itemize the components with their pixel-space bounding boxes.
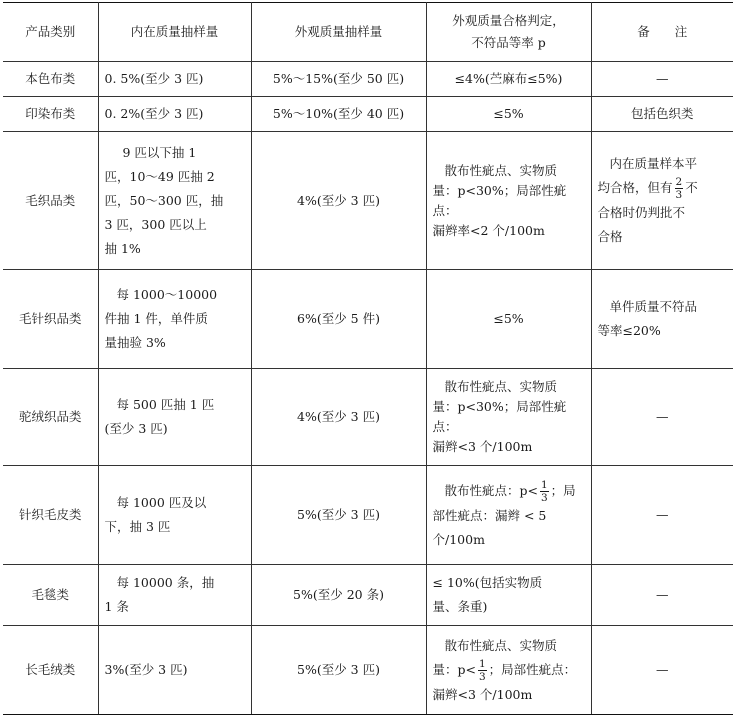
cell-line: 匹，50～300 匹，抽 bbox=[104, 192, 224, 208]
table-row bbox=[3, 626, 733, 715]
cell-note: — bbox=[591, 62, 733, 97]
header-note: 备 注 bbox=[591, 3, 733, 62]
table-row bbox=[3, 565, 733, 626]
cell-internal: 0. 2%(至少 3 匹) bbox=[98, 97, 251, 132]
cell-category: 毛毯类 bbox=[3, 565, 98, 626]
cell-note: 包括色织类 bbox=[591, 97, 733, 132]
cell-note bbox=[591, 270, 733, 369]
cell-line: 合格 bbox=[597, 229, 623, 244]
cell-internal: 3%(至少 3 匹) bbox=[98, 626, 251, 715]
cell-category: 本色布类 bbox=[3, 62, 98, 97]
cell-line: 漏辫率<2 个/100m bbox=[432, 222, 545, 238]
cell-appearance: 4%(至少 3 匹) bbox=[251, 132, 426, 270]
table-row bbox=[3, 62, 733, 97]
cell-line bbox=[433, 658, 585, 683]
cell-judgement: ≤4%(苎麻布≤5%) bbox=[426, 62, 591, 97]
table-row bbox=[3, 132, 733, 270]
cell-line: 9 匹以下抽 1 bbox=[122, 144, 197, 160]
table-header-row bbox=[3, 3, 733, 62]
fraction bbox=[675, 176, 684, 201]
cell-line: 散布性疵点、实物质 bbox=[444, 162, 558, 178]
cell-appearance: 5%(至少 3 匹) bbox=[251, 626, 426, 715]
cell-text: 量：p< bbox=[432, 661, 476, 677]
cell-category: 毛针织品类 bbox=[3, 270, 98, 369]
cell-judgement bbox=[426, 132, 591, 270]
fraction bbox=[478, 658, 487, 683]
table-row bbox=[3, 369, 733, 466]
cell-line: 每 1000 匹及以 bbox=[116, 495, 207, 510]
cell-text: 不 bbox=[685, 180, 698, 195]
cell-category: 驼绒织品类 bbox=[3, 369, 98, 466]
header-category: 产品类别 bbox=[3, 3, 98, 62]
header-internal-sampling: 内在质量抽样量 bbox=[98, 3, 251, 62]
cell-line: 量抽验 3% bbox=[104, 335, 166, 350]
cell-judgement: ≤5% bbox=[426, 97, 591, 132]
fraction-numerator: 1 bbox=[478, 657, 486, 670]
cell-appearance: 5%～15%(至少 50 匹) bbox=[251, 62, 426, 97]
cell-line: 单件质量不符品 bbox=[609, 299, 698, 314]
cell-line: 等率≤20% bbox=[597, 323, 661, 338]
cell-line: 量：p<30%；局部性疵点： bbox=[432, 182, 567, 218]
cell-line: 抽 1% bbox=[104, 240, 141, 256]
fraction-denominator: 3 bbox=[540, 491, 548, 504]
cell-line: 部性疵点：漏辫 < 5 bbox=[432, 507, 547, 523]
cell-text: ；局 bbox=[550, 482, 576, 498]
cell-line: 下，抽 3 匹 bbox=[104, 519, 171, 534]
cell-line: 件抽 1 件，单件质 bbox=[104, 311, 208, 326]
cell-text: 散布性疵点：p< bbox=[444, 482, 538, 498]
header-judgement-line: 外观质量合格判定， bbox=[452, 13, 565, 28]
cell-line: 量、条重) bbox=[432, 599, 488, 614]
fraction-denominator: 3 bbox=[675, 189, 683, 201]
cell-text: ；局部性疵点： bbox=[488, 661, 577, 677]
cell-internal bbox=[98, 132, 251, 270]
cell-line: 每 500 匹抽 1 匹 bbox=[116, 397, 215, 412]
table-row bbox=[3, 270, 733, 369]
cell-line: 漏辫<3 个/100m bbox=[432, 439, 533, 454]
cell-judgement bbox=[426, 369, 591, 466]
cell-judgement: ≤5% bbox=[426, 270, 591, 369]
cell-judgement bbox=[426, 626, 591, 715]
cell-category: 印染布类 bbox=[3, 97, 98, 132]
cell-line: 内在质量样本平 bbox=[609, 156, 698, 171]
cell-line bbox=[598, 176, 728, 201]
cell-line bbox=[433, 479, 585, 504]
fraction-numerator: 1 bbox=[540, 478, 548, 491]
cell-line: 散布性疵点、实物质 bbox=[444, 637, 558, 653]
cell-judgement bbox=[426, 466, 591, 565]
header-appearance-sampling: 外观质量抽样量 bbox=[251, 3, 426, 62]
cell-line: 1 条 bbox=[104, 599, 129, 614]
cell-line: 漏辫<3 个/100m bbox=[432, 686, 533, 702]
cell-internal bbox=[98, 270, 251, 369]
sampling-standards-table bbox=[3, 2, 733, 715]
cell-note: — bbox=[591, 626, 733, 715]
fraction-numerator: 2 bbox=[675, 176, 683, 188]
cell-internal: 0. 5%(至少 3 匹) bbox=[98, 62, 251, 97]
cell-line: 个/100m bbox=[432, 531, 485, 547]
cell-category: 长毛绒类 bbox=[3, 626, 98, 715]
cell-internal bbox=[98, 369, 251, 466]
cell-appearance: 4%(至少 3 匹) bbox=[251, 369, 426, 466]
cell-internal bbox=[98, 466, 251, 565]
table-row bbox=[3, 97, 733, 132]
cell-line: 每 1000～10000 bbox=[116, 287, 218, 302]
cell-line: ≤ 10%(包括实物质 bbox=[432, 575, 543, 590]
fraction-denominator: 3 bbox=[478, 670, 486, 683]
cell-appearance: 5%～10%(至少 40 匹) bbox=[251, 97, 426, 132]
cell-appearance: 5%(至少 3 匹) bbox=[251, 466, 426, 565]
cell-appearance: 5%(至少 20 条) bbox=[251, 565, 426, 626]
cell-appearance: 6%(至少 5 件) bbox=[251, 270, 426, 369]
cell-note bbox=[591, 132, 733, 270]
cell-text: 均合格，但有 bbox=[597, 180, 673, 195]
cell-judgement bbox=[426, 565, 591, 626]
cell-line: 散布性疵点、实物质 bbox=[444, 379, 558, 394]
cell-line: 每 10000 条，抽 bbox=[116, 575, 215, 590]
cell-note: — bbox=[591, 466, 733, 565]
cell-internal bbox=[98, 565, 251, 626]
header-judgement bbox=[426, 3, 591, 62]
cell-category: 针织毛皮类 bbox=[3, 466, 98, 565]
cell-note: — bbox=[591, 565, 733, 626]
cell-note: — bbox=[591, 369, 733, 466]
table-row bbox=[3, 466, 733, 565]
fraction bbox=[540, 479, 549, 504]
cell-line: 3 匹，300 匹以上 bbox=[104, 216, 207, 232]
header-judgement-line: 不符品等率 p bbox=[471, 35, 546, 50]
cell-line: 量：p<30%；局部性疵点： bbox=[432, 399, 567, 434]
cell-line: 合格时仍判批不 bbox=[597, 205, 686, 220]
cell-line: (至少 3 匹) bbox=[104, 421, 168, 436]
cell-category: 毛织品类 bbox=[3, 132, 98, 270]
cell-line: 匹，10～49 匹抽 2 bbox=[104, 168, 215, 184]
